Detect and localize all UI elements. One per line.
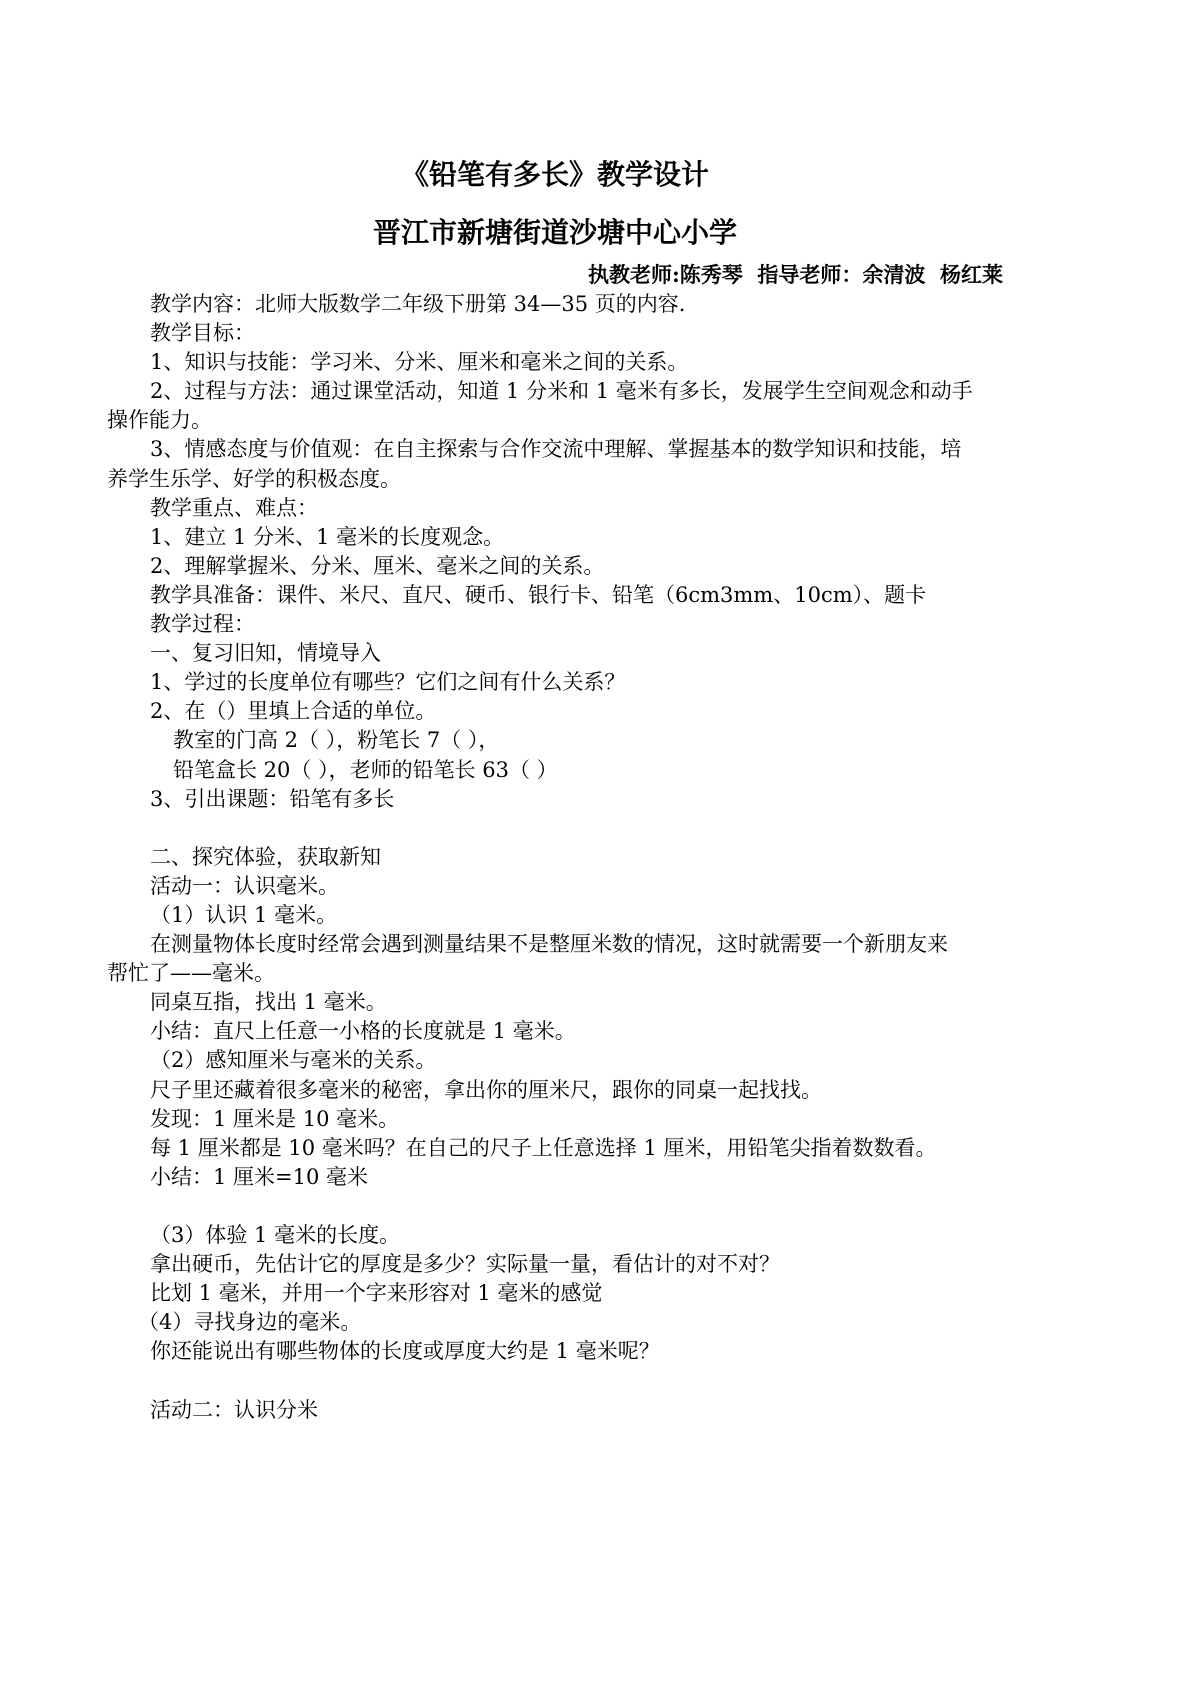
fill-blank-exercise: 教室的门高 2（ ），粉笔长 7（ ）， (173, 728, 500, 753)
blank-line (107, 1366, 1003, 1395)
paragraph-line: 同桌互指，找出 1 毫米。 (150, 990, 387, 1015)
sub-step-heading: （2）感知厘米与毫米的关系。 (150, 1048, 437, 1073)
summary-line: 小结：直尺上任意一小格的长度就是 1 毫米。 (150, 1019, 576, 1044)
objective-item: 1、知识与技能：学习米、分米、厘米和毫米之间的关系。 (150, 350, 689, 375)
teacher-credits: 执教老师:陈秀琴 指导老师：余清波 杨红莱 (588, 262, 1003, 287)
key-point-item: 1、建立 1 分米、1 毫米的长度观念。 (150, 524, 505, 549)
objective-item: 2、过程与方法：通过课堂活动，知道 1 分米和 1 毫米有多长，发展学生空间观念和动手 (150, 379, 973, 404)
paragraph-line: 拿出硬币，先估计它的厚度是多少？实际量一量，看估计的对不对？ (150, 1252, 780, 1277)
teaching-process-label: 教学过程： (150, 612, 255, 637)
paragraph-line: 你还能说出有哪些物体的长度或厚度大约是 1 毫米呢？ (150, 1339, 660, 1364)
teaching-aids-line: 教学具准备：课件、米尺、直尺、硬币、银行卡、铅笔（6cm3mm、10cm）、题卡 (150, 582, 927, 607)
paragraph-line: 在测量物体长度时经常会遇到测量结果不是整厘米数的情况，这时就需要一个新朋友来 (150, 932, 948, 957)
objective-item: 3、情感态度与价值观：在自主探索与合作交流中理解、掌握基本的数学知识和技能，培 (150, 437, 962, 462)
objective-item-continuation: 操作能力。 (107, 408, 212, 433)
document-title: 《铅笔有多长》教学设计 (400, 158, 709, 191)
section-heading: 二、探究体验，获取新知 (150, 844, 381, 869)
paragraph-line: 发现：1 厘米是 10 毫米。 (150, 1106, 400, 1131)
teaching-content-line: 教学内容：北师大版数学二年级下册第 34—35 页的内容. (150, 292, 686, 316)
summary-line: 小结：1 厘米=10 毫米 (150, 1164, 369, 1189)
activity-heading: 活动一：认识毫米。 (150, 873, 339, 898)
paragraph-line: 比划 1 毫米，并用一个字来形容对 1 毫米的感觉 (150, 1281, 603, 1306)
sub-step-heading: （1）认识 1 毫米。 (150, 902, 338, 927)
step-item: 3、引出课题：铅笔有多长 (150, 786, 395, 811)
sub-step-heading: （3）体验 1 毫米的长度。 (150, 1223, 401, 1247)
blank-line (107, 1192, 1003, 1221)
paragraph-line: 尺子里还藏着很多毫米的秘密，拿出你的厘米尺，跟你的同桌一起找找。 (150, 1077, 822, 1102)
paragraph-line-continuation: 帮忙了——毫米。 (107, 961, 275, 986)
fill-blank-exercise: 铅笔盒长 20（ ），老师的铅笔长 63（ ） (173, 757, 558, 782)
teaching-objectives-label: 教学目标： (150, 321, 255, 346)
activity-heading: 活动二：认识分米 (150, 1397, 318, 1422)
section-heading: 一、复习旧知，情境导入 (150, 641, 381, 666)
sub-step-heading: （4）寻找身边的毫米。 (138, 1310, 362, 1335)
paragraph-line: 每 1 厘米都是 10 毫米吗？在自己的尺子上任意选择 1 厘米，用铅笔尖指着数数看。 (150, 1135, 937, 1160)
blank-line (107, 814, 1003, 843)
step-item: 1、学过的长度单位有哪些？它们之间有什么关系？ (150, 670, 626, 695)
objective-item-continuation: 养学生乐学、好学的积极态度。 (107, 466, 401, 491)
key-point-item: 2、理解掌握米、分米、厘米、毫米之间的关系。 (150, 553, 605, 578)
step-item: 2、在（）里填上合适的单位。 (150, 699, 437, 724)
lesson-body (107, 290, 1003, 1425)
school-name: 晋江市新塘街道沙塘中心小学 (372, 216, 737, 249)
key-points-label: 教学重点、难点： (150, 495, 318, 520)
